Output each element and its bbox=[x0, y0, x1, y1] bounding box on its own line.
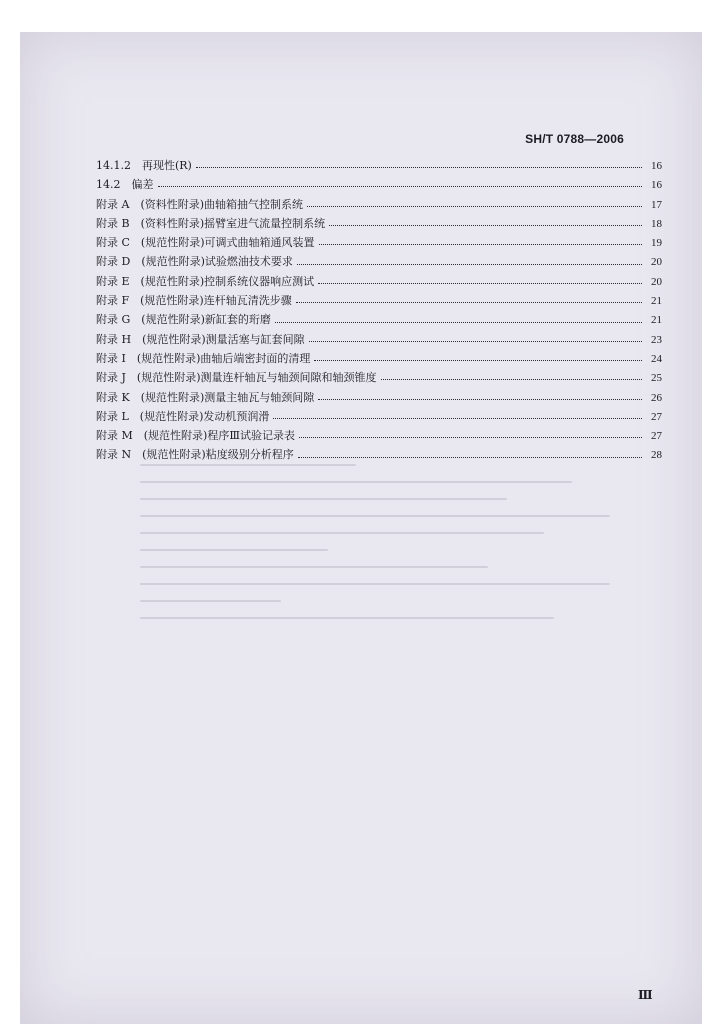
toc-leader-dots bbox=[319, 244, 643, 245]
document-page bbox=[20, 32, 702, 1024]
toc-entry-page: 25 bbox=[651, 372, 662, 385]
table-of-contents bbox=[96, 156, 662, 465]
toc-entry[interactable] bbox=[96, 310, 662, 329]
toc-leader-dots bbox=[273, 418, 642, 419]
toc-entry-label: 附录 D (规范性附录)试验燃油技术要求 bbox=[96, 255, 293, 269]
toc-entry[interactable] bbox=[96, 445, 662, 464]
toc-leader-dots bbox=[307, 206, 642, 207]
toc-leader-dots bbox=[298, 457, 642, 458]
toc-entry-label: 附录 C (规范性附录)可调式曲轴箱通风装置 bbox=[96, 236, 315, 250]
toc-entry-label: 14.1.2 再现性(R) bbox=[96, 159, 192, 172]
toc-entry[interactable] bbox=[96, 349, 662, 368]
toc-entry[interactable] bbox=[96, 252, 662, 271]
toc-leader-dots bbox=[158, 186, 643, 187]
toc-entry[interactable] bbox=[96, 233, 662, 252]
toc-entry[interactable] bbox=[96, 195, 662, 214]
toc-entry[interactable] bbox=[96, 291, 662, 310]
toc-leader-dots bbox=[329, 225, 642, 226]
toc-entry-page: 27 bbox=[651, 430, 662, 443]
toc-entry-label: 附录 M (规范性附录)程序Ⅲ试验记录表 bbox=[96, 429, 295, 443]
toc-entry-page: 20 bbox=[651, 256, 662, 269]
toc-entry[interactable] bbox=[96, 368, 662, 387]
toc-entry-page: 18 bbox=[651, 217, 662, 230]
toc-entry-label: 附录 F (规范性附录)连杆轴瓦清洗步骤 bbox=[96, 294, 292, 308]
toc-entry-label: 附录 H (规范性附录)测量活塞与缸套间隙 bbox=[96, 332, 305, 346]
toc-leader-dots bbox=[296, 302, 642, 303]
toc-leader-dots bbox=[275, 322, 642, 323]
toc-entry-label: 14.2 偏差 bbox=[96, 178, 154, 192]
toc-leader-dots bbox=[381, 379, 643, 380]
toc-entry-label: 附录 N (规范性附录)粘度级别分析程序 bbox=[96, 448, 294, 462]
toc-entry-page: 19 bbox=[651, 237, 662, 250]
toc-entry[interactable] bbox=[96, 330, 662, 349]
toc-entry-page: 16 bbox=[651, 160, 662, 172]
toc-entry-page: 27 bbox=[651, 410, 662, 423]
toc-entry-page: 21 bbox=[651, 295, 662, 308]
toc-entry[interactable] bbox=[96, 175, 662, 194]
toc-entry[interactable] bbox=[96, 156, 662, 175]
toc-entry-page: 26 bbox=[651, 391, 662, 404]
toc-entry-label: 附录 L (规范性附录)发动机预润滑 bbox=[96, 409, 270, 423]
toc-leader-dots bbox=[196, 167, 642, 168]
toc-entry[interactable] bbox=[96, 272, 662, 291]
toc-entry-page: 21 bbox=[651, 314, 662, 327]
toc-leader-dots bbox=[297, 264, 642, 265]
toc-entry[interactable] bbox=[96, 407, 662, 426]
toc-entry-page: 23 bbox=[651, 333, 662, 346]
toc-entry-page: 20 bbox=[651, 275, 662, 288]
toc-leader-dots bbox=[299, 437, 642, 438]
toc-entry-label: 附录 B (资料性附录)摇臂室进气流量控制系统 bbox=[96, 216, 326, 230]
toc-entry-page: 28 bbox=[651, 449, 662, 462]
toc-entry[interactable] bbox=[96, 388, 662, 407]
toc-entry-page: 16 bbox=[651, 179, 662, 192]
bleed-through-text bbox=[140, 464, 610, 664]
toc-entry-page: 17 bbox=[651, 198, 662, 211]
toc-entry-label: 附录 G (规范性附录)新缸套的珩磨 bbox=[96, 313, 271, 327]
toc-entry-label: 附录 E (规范性附录)控制系统仪器响应测试 bbox=[96, 274, 315, 288]
toc-entry-label: 附录 J (规范性附录)测量连杆轴瓦与轴颈间隙和轴颈锥度 bbox=[96, 371, 377, 385]
toc-leader-dots bbox=[309, 341, 642, 342]
toc-leader-dots bbox=[318, 399, 642, 400]
toc-entry-label: 附录 A (资料性附录)曲轴箱抽气控制系统 bbox=[96, 197, 304, 211]
page-number: Ⅲ bbox=[638, 988, 653, 1002]
toc-entry-label: 附录 I (规范性附录)曲轴后端密封面的清理 bbox=[96, 351, 311, 365]
toc-entry[interactable] bbox=[96, 214, 662, 233]
toc-leader-dots bbox=[318, 283, 642, 284]
toc-leader-dots bbox=[314, 360, 642, 361]
standard-number: SH/T 0788—2006 bbox=[525, 132, 624, 146]
toc-entry[interactable] bbox=[96, 426, 662, 445]
toc-entry-page: 24 bbox=[651, 352, 662, 365]
toc-entry-label: 附录 K (规范性附录)测量主轴瓦与轴颈间隙 bbox=[96, 390, 315, 404]
